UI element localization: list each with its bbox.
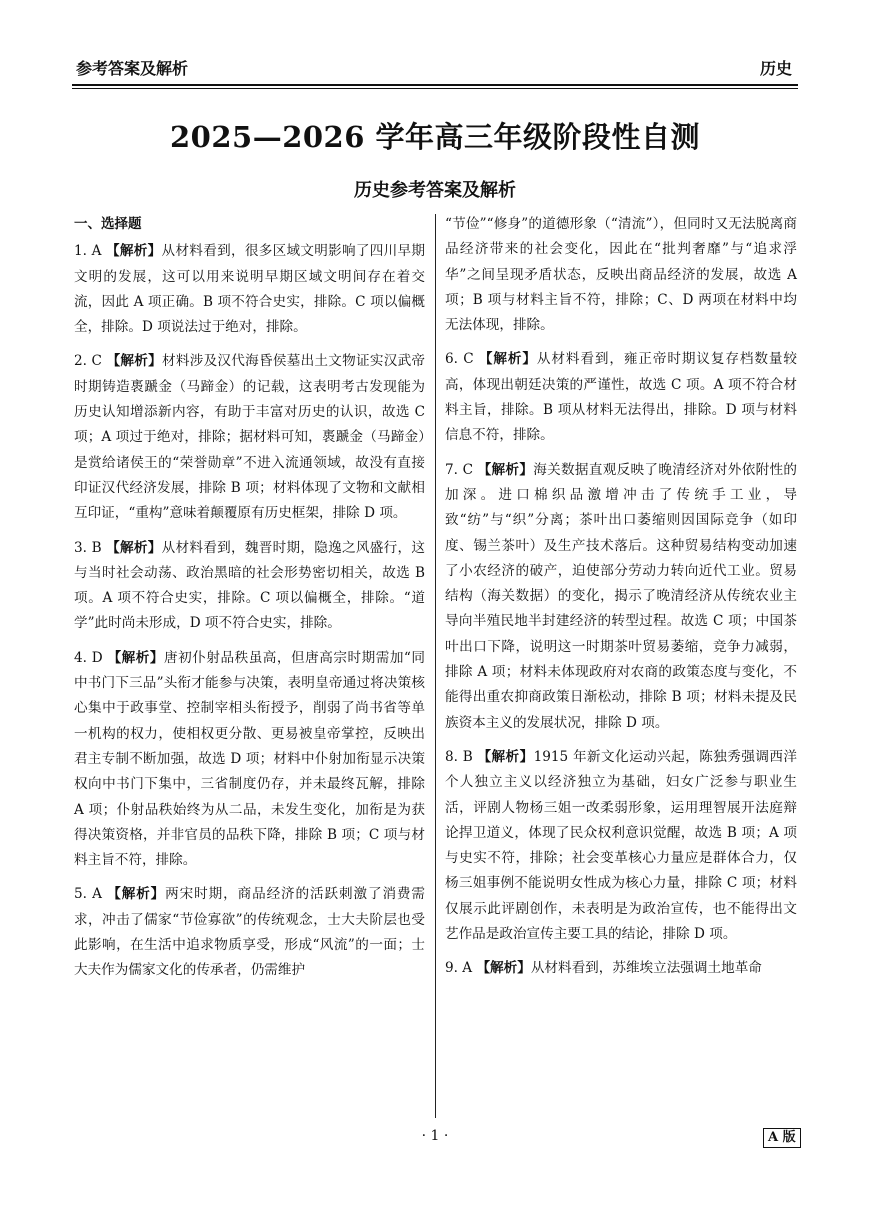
answer-item-8 [445,745,797,947]
answer-text: 1915 年新文化运动兴起，陈独秀强调西洋个人独立主义以经济独立为基础，妇女广泛参与职业生活，评剧人物杨三姐一改柔弱形象，运用理智展开法庭辩论捍卫道义，体现了民众权利意识觉醒，故选 B 项；A 项与史实不符，排除；社会变革核心力量应是群体合力，仅杨三姐事例不能说明女性成为核心力量，排除 C 项；材料仅展示此评剧创作，未表明是为政治宣传，也不能得出文艺作品是政治宣传主要工具的结论，排除 D 项。 [445,748,798,943]
answer-number: 3. B [74,539,102,556]
answer-number: 8. B [445,748,473,765]
answer-item-5 [74,882,425,983]
answer-number: 9. A [445,960,473,977]
answer-text: 唐初仆射品秩虽高，但唐高宗时期需加“同中书门下三品”头衔才能参与决策，表明皇帝通过将决策核心集中于政事堂、控制宰相头衔授予，削弱了尚书省等单一机构的权力，使相权更分散、更易被皇帝掌控，反映出君主专制不断加强，故选 D 项；材料中仆射加衔显示决策权向中书门下集中，三省制度仍存，并未最终瓦解，排除 A 项；仆射品秩始终为从二品，未发生变化，加衔是为获得决策资格，并非官员的品秩下降，排除 B 项；C 项与材料主旨不符，排除。 [74,649,425,869]
answer-text: 材料涉及汉代海昏侯墓出土文物证实汉武帝时期铸造褭蹏金（马蹄金）的记载，这表明考古发现能为历史认知增添新内容，有助于丰富对历史的认识，故选 C 项；A 项过于绝对，排除；据材料可知，褭蹏金（马蹄金）是赏给诸侯王的“荣誉勋章”不进入流通领域，故没有直接印证汉代经济发展，排除 B 项；材料体现了文物和文献相互印证，“重构”意味着颠覆原有历史框架，排除 D 项。 [74,353,426,522]
right-column [445,212,797,991]
answer-item-7 [445,458,797,736]
analysis-tag: 【解析】 [477,461,534,478]
analysis-tag: 【解析】 [478,351,537,368]
header-left: 参考答案及解析 [76,59,189,78]
page-number: · 1 · [421,1128,449,1144]
page-title: 2025—2026 学年高三年级阶段性自测 [169,120,701,154]
answer-number: 7. C [445,461,473,478]
answer-item-1 [74,239,425,340]
answer-number: 5. A [74,886,102,903]
header-rule [72,84,798,86]
answer-item-3 [74,536,425,637]
analysis-tag: 【解析】 [476,960,531,977]
answer-text: 从材料看到，很多区域文明影响了四川早期文明的发展，这可以用来说明早期区域文明间存在着交流，因此 A 项正确。B 项不符合史实，排除。C 项以偏概全，排除。D 项说法过于绝对，排除。 [74,243,426,336]
analysis-tag: 【解析】 [106,539,162,556]
analysis-tag: 【解析】 [106,243,162,260]
answer-number: 4. D [74,649,103,666]
version-badge: A 版 [763,1128,801,1148]
answer-item-4 [74,646,425,874]
answer-item-2 [74,349,425,526]
answer-number: 6. C [445,351,474,368]
analysis-tag: 【解析】 [477,748,534,765]
answer-text: 两宋时期，商品经济的活跃刺激了消费需求，冲击了儒家“节俭寡欲”的传统观念，士大夫阶层也受此影响，在生活中追求物质享受，形成“风流”的一面；士大夫作为儒家文化的传承者，仍需维护 [74,886,426,979]
answer-number: 1. A [74,243,102,260]
analysis-tag: 【解析】 [107,886,166,903]
answer-number: 2. C [74,353,102,370]
answer-item-9 [445,956,797,981]
analysis-tag: 【解析】 [107,649,165,666]
answer-text: 从材料看到，雍正帝时期议复存档数量较高，体现出朝廷决策的严谨性，故选 C 项。A 项不符合材料主旨，排除。B 项从材料无法得出，排除。D 项与材料信息不符，排除。 [445,351,797,444]
left-column [74,212,425,993]
answer-text: 从材料看到，苏维埃立法强调土地革命 [530,960,762,977]
answer-item-5-continued: “节俭”“修身”的道德形象（“清流”），但同时又无法脱离商品经济带来的社会变化，因此在“批判奢靡”与“追求浮华”之间呈现矛盾状态，反映出商品经济的发展，故选 A 项；B 项与材料主旨不符，排除；C、D 两项在材料中均无法体现，排除。 [445,216,797,334]
answer-text: 从材料看到，魏晋时期，隐逸之风盛行，这与当时社会动荡、政治黑暗的社会形势密切相关，故选 B 项。A 项不符合史实，排除。C 项以偏概全，排除。“道学”此时尚未形成，D 项不符合史实，排除。 [74,539,426,632]
header-subject: 历史 [759,59,792,78]
answer-item-6 [445,347,797,448]
page-subtitle: 历史参考答案及解析 [354,180,516,201]
analysis-tag: 【解析】 [106,353,162,370]
header-rule-thin [72,88,798,89]
column-divider [435,214,436,1118]
answer-text: 海关数据直观反映了晚清经济对外依附性的加深。进口棉织品激增冲击了传统手工业，导致“纺”与“织”分离；茶叶出口萎缩则因国际竞争（如印度、锡兰茶叶）及生产技术落后。这种贸易结构变动加速了小农经济的破产，迫使部分劳动力转向近代工业。贸易结构（海关数据）的变化，揭示了晚清经济从传统农业主导向半殖民地半封建经济的转型过程。故选 C 项；中国茶叶出口下降，说明这一时期茶叶贸易萎缩，竞争力减弱，排除 A 项；材料未体现政府对农商的政策态度与变化，不能得出重农抑商政策日渐松动，排除 B 项；材料未提及民族资本主义的发展状况，排除 D 项。 [445,461,797,731]
section-heading: 一、选择题 [74,216,142,232]
